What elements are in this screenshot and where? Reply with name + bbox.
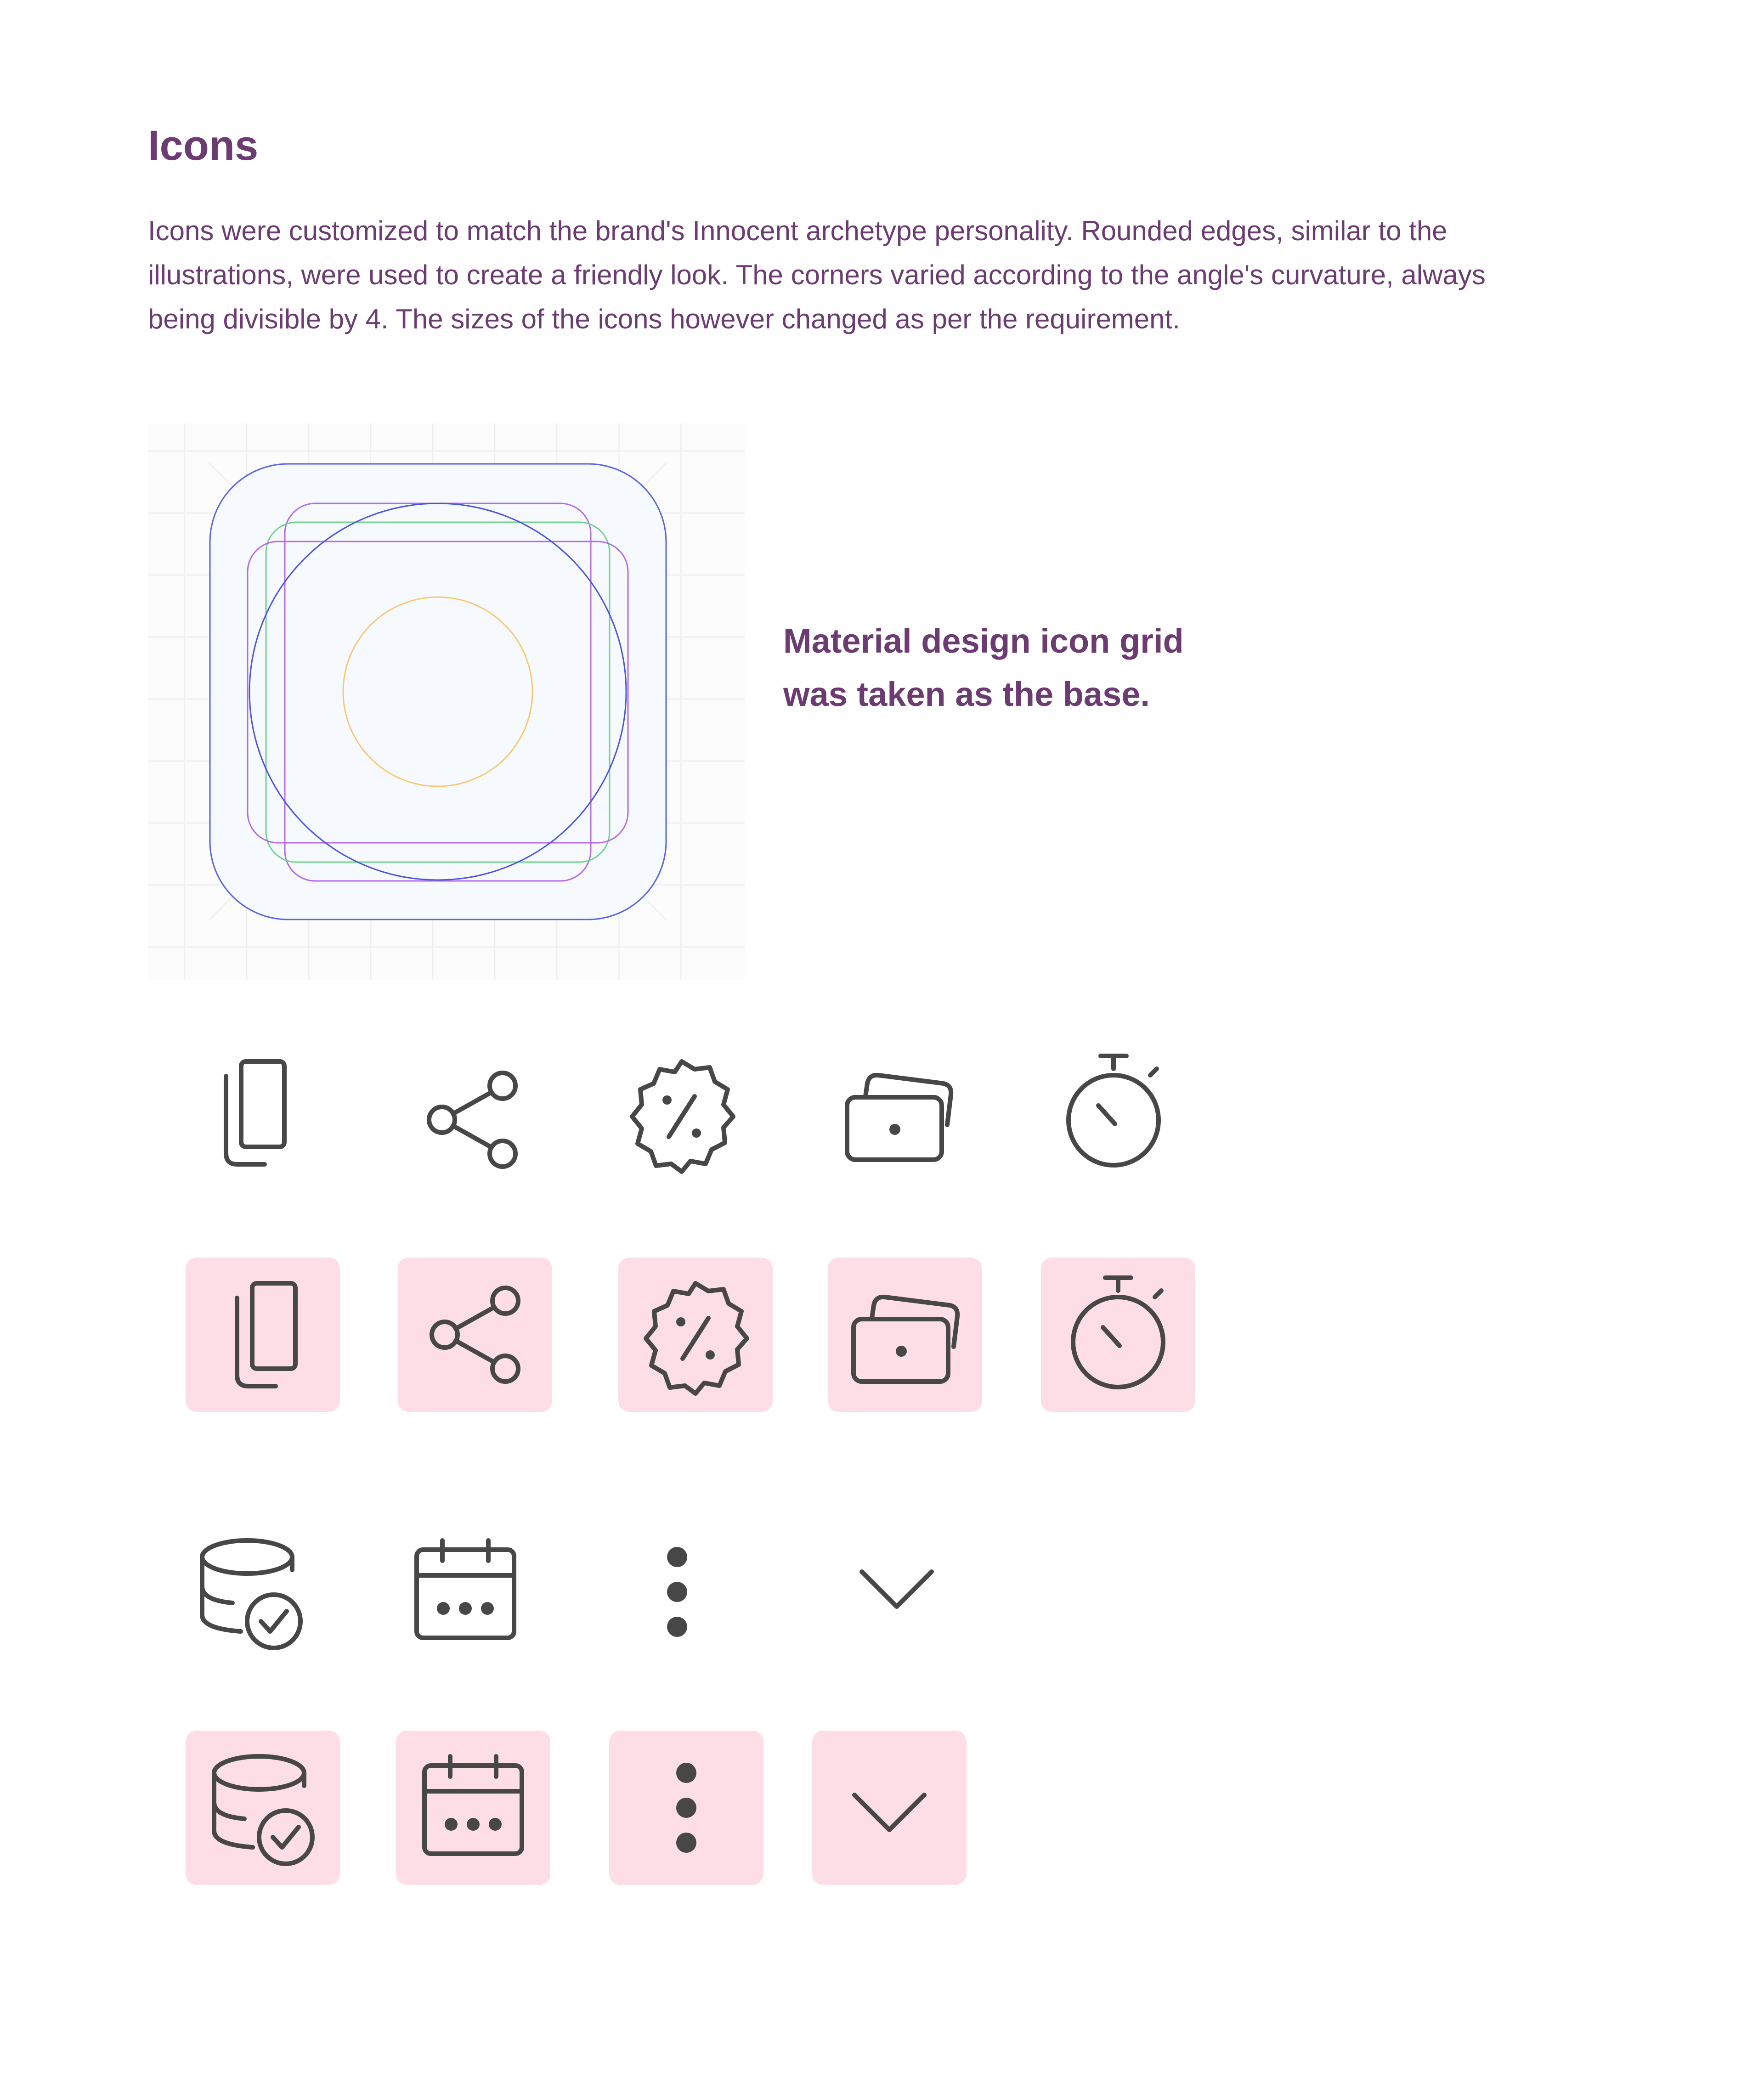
- description: Icons were customized to match the brand's Innocent archetype personality. Rounded edges, similar to the illustrations, were used to create a friendly look. The corners varied according to the angle's curvature, always being divisible by 4. The sizes of the icons however changed as per the requirement.: [148, 215, 1486, 334]
- stopwatch-icon: [1036, 1036, 1191, 1190]
- share-icon: [395, 1043, 549, 1197]
- discount-badge-icon: [618, 1258, 773, 1412]
- stopwatch-icon: [1041, 1258, 1195, 1412]
- chevron-down-icon: [812, 1731, 967, 1885]
- discount-badge-icon: [605, 1036, 759, 1190]
- calendar-icon: [396, 1731, 550, 1885]
- more-vertical-icon: [609, 1731, 763, 1885]
- database-check-icon: [186, 1731, 340, 1885]
- grid-caption: Material design icon grid was taken as the base.: [783, 622, 1184, 713]
- cards-icon: [828, 1258, 982, 1412]
- share-icon: [398, 1258, 552, 1412]
- copy-icon: [186, 1258, 340, 1412]
- calendar-icon: [388, 1515, 543, 1669]
- copy-icon: [175, 1036, 329, 1190]
- icon-grid-diagram: [148, 423, 745, 980]
- page-title: Icons: [148, 122, 259, 169]
- database-check-icon: [174, 1515, 328, 1669]
- cards-icon: [821, 1036, 976, 1190]
- chevron-down-icon: [820, 1507, 974, 1662]
- more-vertical-icon: [600, 1515, 754, 1669]
